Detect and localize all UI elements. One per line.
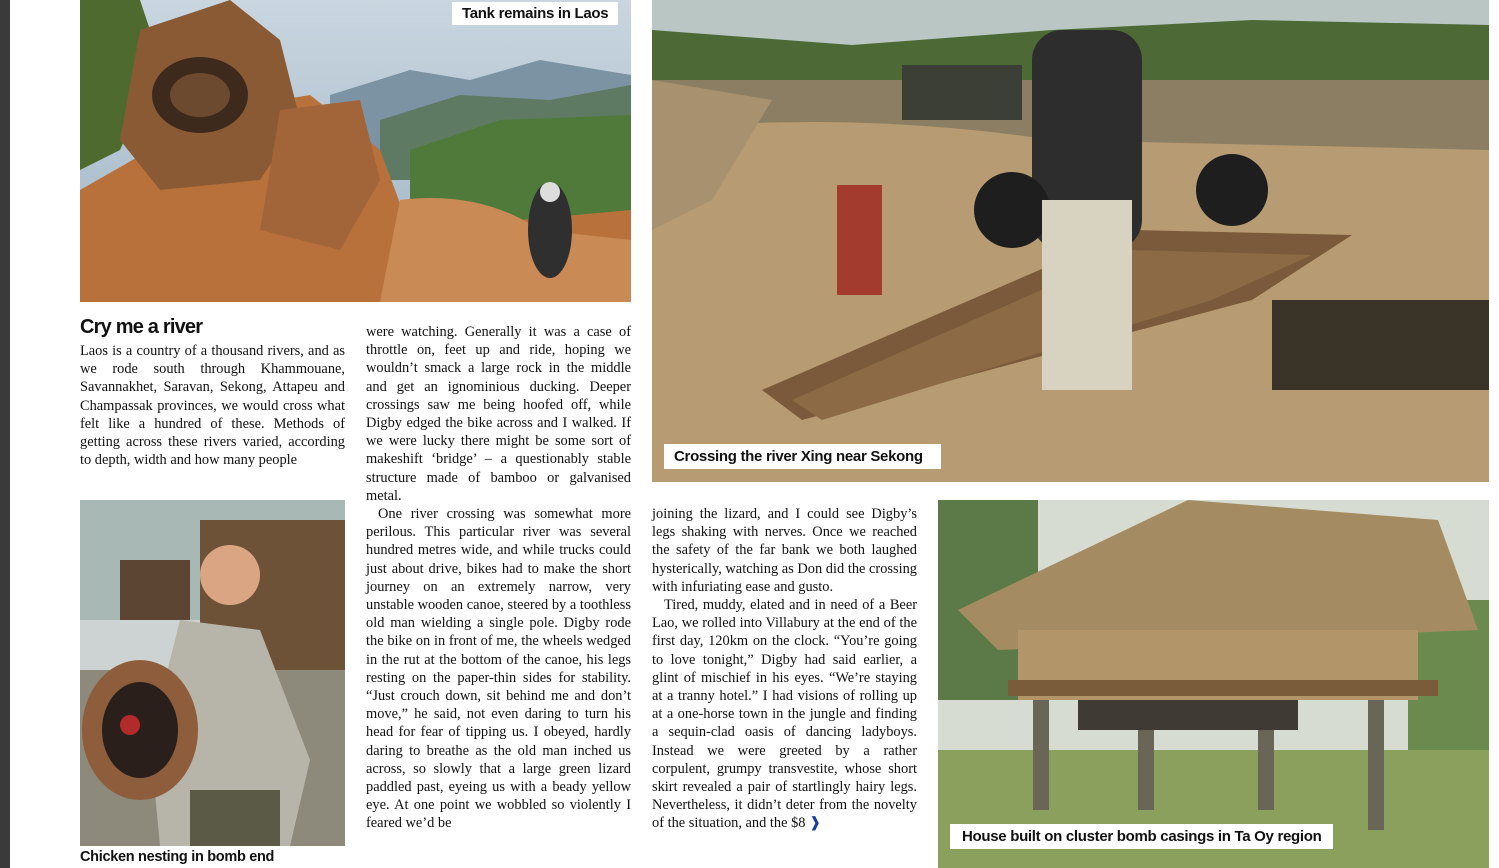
paragraph: were watching. Generally it was a case of throttle on, feet up and ride, hoping we wouldn’t smack a large rock in the middle and get an ignominious ducking. Deeper crossings saw me being hoofed off, while Digby edged the bike across and I walked. If we were lucky there might be some sort of makeshift ‘bridge’ – a questionably stable structure made of bamboo or galvanised metal. [366, 324, 631, 504]
river-caption: Crossing the river Xing near Sekong [664, 444, 941, 469]
arrow-right-icon: ❱ [809, 815, 822, 832]
chicken-caption: Chicken nesting in bomb end [80, 849, 275, 865]
tank-caption: Tank remains in Laos [452, 2, 618, 25]
river-crossing-photo [652, 0, 1489, 482]
paragraph-text: Tired, muddy, elated and in need of a Beer Lao, we rolled into Villabury at the end of the first day, 120km on the clock. “You’re going to love tonight,” Digby had said earlier, a glint of mischief in his eyes. “We’re staying at a tranny hotel.” I had visions of rolling up at a one-horse town in the jungle and finding a sequin-clad oasis of dancing ladyboys. Instead we were greeted by a rather corpulent, grumpy transvestite, whose short skirt revealed a pair of startlingly hairy legs. Nevertheless, it didn’t deter from the novelty of the situation, and the $8 [652, 597, 917, 832]
column-1 [80, 342, 345, 469]
house-caption: House built on cluster bomb casings in Ta Oy region [950, 824, 1333, 849]
house-photo [938, 500, 1489, 868]
paragraph: One river crossing was somewhat more perilous. This particular river was several hundred metres wide, and while trucks could just about drive, bikes had to make the short journey on an extremely narrow, very unstable wooden canoe, steered by a toothless old man wielding a single pole. Digby rode the bike on in front of me, the wheels wedged in the rut at the bottom of the canoe, his legs resting on the paper-thin sides for stability. “Just crouch down, sit behind me and don’t move,” he said, not even daring to turn his head for fear of tipping us. I obeyed, hardly daring to breathe as the old man inched us across, so slowly that a large green lizard paddled past, eyeing us with a beady yellow eye. At one point we wobbled so violently I feared we’d be [366, 506, 631, 832]
page-edge-rule [0, 0, 10, 868]
tank-photo [80, 0, 631, 302]
article-headline: Cry me a river [80, 316, 203, 338]
paragraph: Laos is a country of a thousand rivers, and as we rode south through Khammouane, Savannakhet, Saravan, Sekong, Attapeu and Champassak provinces, we would cross what felt like a hundred of these. Methods of getting across these rivers varied, according to depth, width and how many people [80, 343, 345, 469]
column-3 [652, 505, 917, 833]
chicken-photo [80, 500, 345, 846]
paragraph [652, 596, 917, 833]
column-2 [366, 323, 631, 833]
paragraph: joining the lizard, and I could see Digby’s legs shaking with nerves. Once we reached the safety of the far bank we both laughed hysterically, watching as Don did the crossing with infuriating ease and gusto. [652, 506, 917, 595]
